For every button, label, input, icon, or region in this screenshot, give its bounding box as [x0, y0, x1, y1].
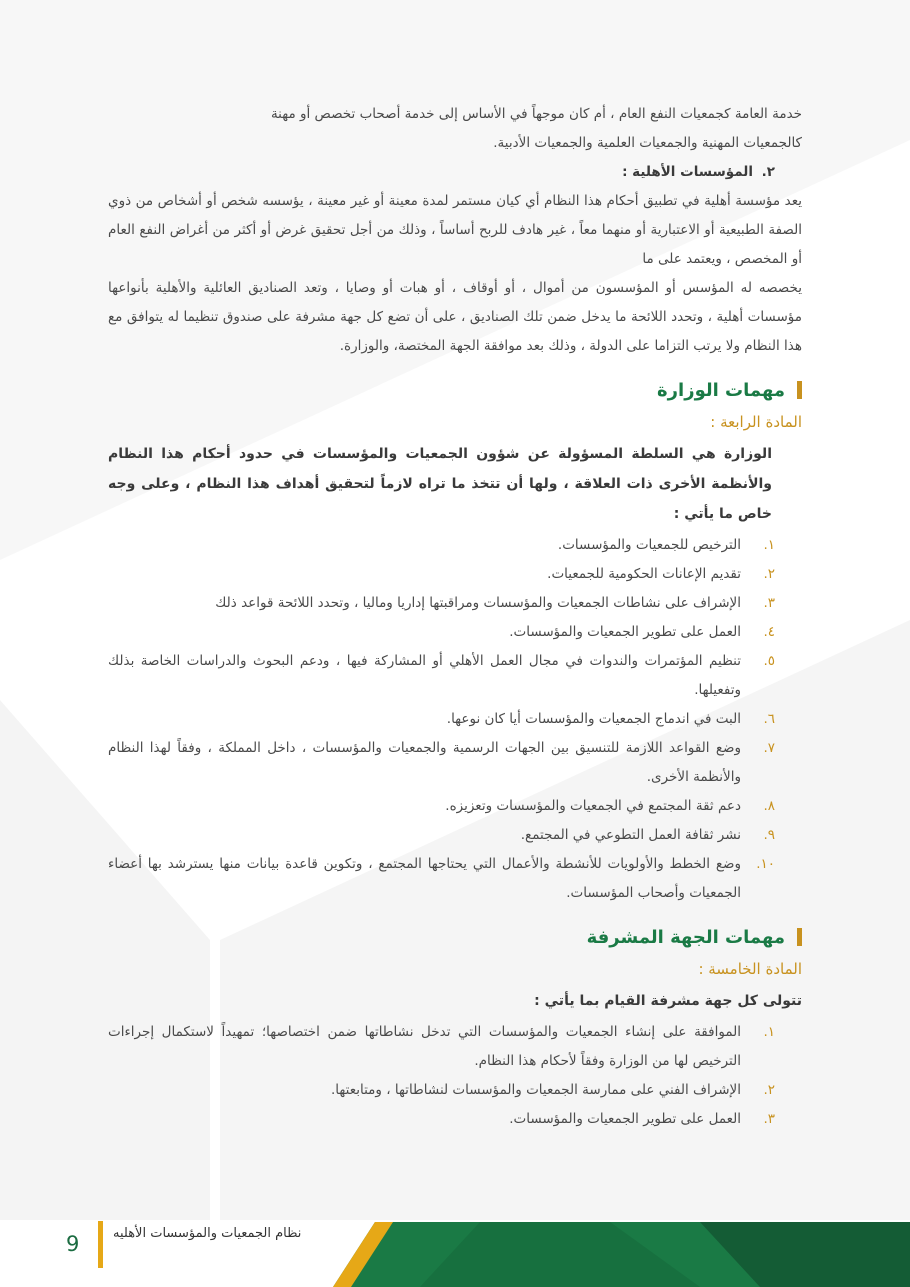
item-number: ٢. — [763, 566, 775, 582]
page-number: 9 — [66, 1232, 80, 1256]
list-item — [108, 1018, 802, 1076]
section-2-number: ٢. — [761, 164, 775, 180]
footer-title: نظام الجمعيات والمؤسسات الأهليه — [113, 1226, 302, 1241]
list-item — [108, 821, 802, 850]
list-item — [108, 850, 802, 908]
article-5-intro: تتولى كل جهة مشرفة القيام بما يأتي : — [534, 993, 802, 1009]
ministry-section-heading — [108, 375, 802, 405]
list-item — [108, 647, 802, 705]
item-number: ٤. — [763, 624, 775, 640]
item-number: ١٠. — [756, 856, 775, 872]
supervisor-items-list — [108, 1018, 802, 1134]
item-number: ٣. — [763, 1111, 775, 1127]
item-number: ٢. — [763, 1082, 775, 1098]
intro-line-1: خدمة العامة كجمعيات النفع العام ، أم كان موجهاً في الأساس إلى خدمة أصحاب تخصص أو مهنة — [270, 106, 802, 122]
item-text: العمل على تطوير الجمعيات والمؤسسات. — [509, 624, 741, 640]
supervisor-section-heading — [108, 922, 802, 952]
section-2-heading — [108, 158, 802, 187]
item-text: الإشراف على نشاطات الجمعيات والمؤسسات ومراقبتها إداريا وماليا ، وتحدد اللائحة قواعد ذلك — [215, 595, 741, 611]
item-text: تنظيم المؤتمرات والندوات في مجال العمل الأهلي أو المشاركة فيها ، ودعم البحوث والدراسات الخاصة بذلك وتفعيلها. — [108, 653, 741, 698]
list-item — [108, 1105, 802, 1134]
item-number: ٩. — [763, 827, 775, 843]
item-number: ٥. — [763, 653, 775, 669]
list-item — [108, 792, 802, 821]
item-number: ٣. — [763, 595, 775, 611]
item-text: الترخيص للجمعيات والمؤسسات. — [557, 537, 741, 553]
item-text: الموافقة على إنشاء الجمعيات والمؤسسات التي تدخل نشاطاتها ضمن اختصاصها؛ تمهيداً لاستكمال إجراءات الترخيص لها من الوزارة وفقاً لأحكام هذا النظام. — [108, 1024, 741, 1069]
item-text: وضع الخطط والأولويات للأنشطة والأعمال التي يحتاجها المجتمع ، وتكوين قاعدة بيانات منها يسترشد بها أعضاء الجمعيات وأصحاب المؤسسات. — [108, 856, 741, 901]
footer-band — [333, 1222, 910, 1287]
item-number: ٨. — [763, 798, 775, 814]
item-number: ٧. — [763, 740, 775, 756]
ministry-title: مهمات الوزارة — [657, 379, 785, 401]
section-2-paragraph-2: يخصصه له المؤسس أو المؤسسون من أموال ، أو أوقاف ، أو هبات أو وصايا ، وتعد الصناديق العائلية والأهلية بأنواعها مؤسسات أهلية ، وتحدد اللائحة ما يدخل ضمن تلك الصناديق ، على أن تضع كل جهة مشرفة على صندوق تنظيما له يتوافق مع هذا النظام ولا يرتب التزاما على الدولة ، وذلك بعد موافقة الجهة المختصة، والوزارة. — [108, 280, 802, 354]
list-item — [108, 618, 802, 647]
list-item — [108, 1076, 802, 1105]
item-text: تقديم الإعانات الحكومية للجمعيات. — [547, 566, 741, 582]
footer-accent-bar — [98, 1221, 103, 1268]
list-item — [108, 589, 802, 618]
item-text: البت في اندماج الجمعيات والمؤسسات أيا كان نوعها. — [446, 711, 741, 727]
item-number: ٦. — [763, 711, 775, 727]
article-4-label: المادة الرابعة : — [710, 413, 802, 431]
article-4-intro: الوزارة هي السلطة المسؤولة عن شؤون الجمعيات والمؤسسات في حدود أحكام هذا النظام والأنظمة الأخرى ذات العلاقة ، ولها أن تتخذ ما تراه لازماً لتحقيق أهداف هذا النظام ، وعلى وجه خاص ما يأتي : — [108, 446, 772, 522]
item-number: ١. — [763, 537, 775, 553]
supervisor-title: مهمات الجهة المشرفة — [586, 926, 785, 948]
list-item — [108, 560, 802, 589]
heading-marker — [797, 928, 802, 946]
item-text: دعم ثقة المجتمع في الجمعيات والمؤسسات وتعزيزه. — [445, 798, 741, 814]
item-text: وضع القواعد اللازمة للتنسيق بين الجهات الرسمية والجمعيات والمؤسسات ، داخل المملكة ، وفقاً لهذا النظام والأنظمة الأخرى. — [108, 740, 741, 785]
list-item — [108, 734, 802, 792]
list-item — [108, 705, 802, 734]
item-text: نشر ثقافة العمل التطوعي في المجتمع. — [520, 827, 741, 843]
item-text: الإشراف الفني على ممارسة الجمعيات والمؤسسات لنشاطاتها ، ومتابعتها. — [331, 1082, 741, 1098]
ministry-items-list — [108, 531, 802, 908]
section-2-title: المؤسسات الأهلية : — [622, 164, 753, 180]
item-number: ١. — [763, 1024, 775, 1040]
list-item — [108, 531, 802, 560]
item-text: العمل على تطوير الجمعيات والمؤسسات. — [509, 1111, 741, 1127]
document-body — [108, 100, 802, 1134]
section-2-paragraph-1: يعد مؤسسة أهلية في تطبيق أحكام هذا النظام أي كيان مستمر لمدة معينة أو غير معينة ، يؤسسه شخص أو أشخاص من ذوي الصفة الطبيعية أو الاعتبارية أو منهما معاً ، غير هادف للربح أساساً ، وذلك من أجل تحقيق غرض أو أكثر من أغراض النفع العام أو المخصص ، ويعتمد على ما — [108, 193, 802, 267]
intro-line-2: كالجمعيات المهنية والجمعيات العلمية والجمعيات الأدبية. — [493, 135, 802, 151]
article-5-label: المادة الخامسة : — [698, 960, 802, 978]
heading-marker — [797, 381, 802, 399]
